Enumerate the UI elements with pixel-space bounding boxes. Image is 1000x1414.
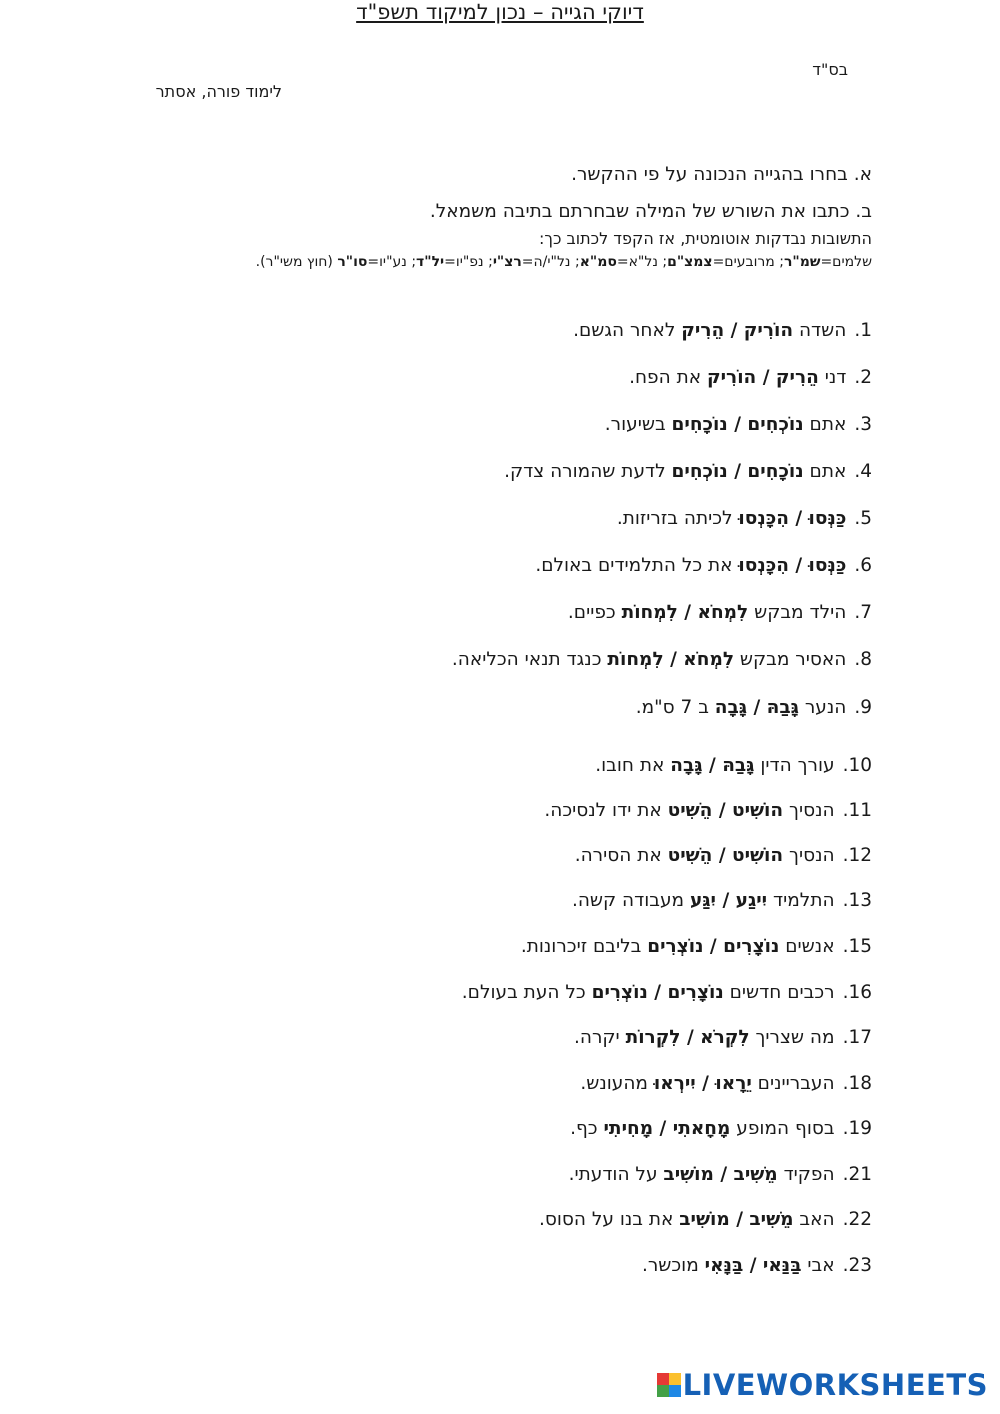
pronunciation-options: לִקְרֹא / לִקְרוֹת [625,1027,750,1048]
question-text-part: מהעונש. [580,1073,654,1094]
question-number: .21 [842,1164,872,1185]
pronunciation-options: נוֹכְחִים / נוֹכָחִים [671,414,804,435]
instruction-note: התשובות נבדקות אוטומטית, אז הקפד לכתוב כך: [538,229,872,248]
question-text-part: בליבם זיכרונות. [520,936,648,957]
pronunciation-options: מֵשִׁיב / מוֹשִׁיב [679,1209,794,1230]
pronunciation-options: לִמְחֹא / לִמְחוֹת [621,602,749,623]
question-item [568,602,872,623]
pronunciation-options: יִיגַע / יִגַּע [689,890,768,911]
pronunciation-options: הֵרִיק / הוֹרִיק [706,367,819,388]
question-text-part: בסוף המופע [730,1118,835,1139]
pronunciation-options: לִמְחֹא / לִמְחוֹת [607,649,735,670]
question-text-part: העבריינים [751,1073,835,1094]
question-text [462,982,835,1003]
instruction-b: ב. כתבו את השורש של המילה שבחרתם בתיבה משמאל. [429,201,872,222]
question-text-part: מעבודה קשה. [571,890,690,911]
question-text [569,1164,835,1185]
question-text-part: מוכשר. [641,1255,705,1276]
question-item [575,845,872,866]
rule-text: ; נל"י/ה= [521,254,580,270]
question-text-part: התלמיד [767,890,835,911]
spelling-rules-line [256,254,872,270]
question-text [572,890,835,911]
question-number: .8 [854,649,872,670]
question-text [629,367,846,388]
question-text-part: על הודעתי. [568,1164,664,1185]
rule-root-example: סו"ר [337,254,368,270]
question-text-part: השדה [793,320,847,341]
question-text-part: כנגד תנאי הכליאה. [451,649,608,670]
question-item [636,697,872,718]
rule-root-example: סמ"א [579,254,617,270]
question-text [642,1255,835,1276]
question-number: .15 [842,936,872,957]
rule-root-example: רצ"י [492,254,522,270]
brand-name: LIVEWORKSHEETS [682,1368,988,1402]
question-number: .11 [842,800,872,821]
question-text-part: האב [793,1209,835,1230]
question-text [574,1027,835,1048]
question-text [636,697,847,718]
question-text-part: בשיעור. [604,414,672,435]
question-number: .23 [842,1255,872,1276]
question-text-part: ב 7 ס"מ. [635,697,715,718]
question-item [544,800,872,821]
question-text [595,755,834,776]
question-item [629,367,872,388]
question-number: .6 [854,555,872,576]
question-text [617,508,847,529]
rule-text: שלמים= [820,254,872,270]
question-text-part: הנער [798,697,847,718]
question-text [568,602,846,623]
question-text-part: רכבים חדשים [723,982,835,1003]
question-text-part: הפקיד [777,1164,835,1185]
rule-root-example: יל"ד [416,254,445,270]
author-name: לימוד פורה, אסתר [155,82,282,101]
rule-text: ; נל"א= [616,254,668,270]
pronunciation-options: הוֹרִיק / הֵרִיק [681,320,794,341]
pronunciation-options: כַּנְּסוּ / הִכָּנְסוּ [738,555,847,576]
question-text [573,320,846,341]
question-text-part: את כל התלמידים באולם. [535,555,739,576]
pronunciation-options: יֵרָאוּ / יִירְאוּ [653,1073,752,1094]
pronunciation-options: גָּבַהּ / גָּבָה [670,755,755,776]
question-item [617,508,872,529]
question-item [580,1073,872,1094]
question-text-part: את בנו על הסוס. [538,1209,680,1230]
question-text-part: מה שצריך [749,1027,835,1048]
question-text-part: יקרה. [574,1027,626,1048]
question-text-part: את הסירה. [574,845,668,866]
question-item [521,936,872,957]
question-text [570,1118,834,1139]
bsd-mark: בס"ד [812,60,848,79]
question-number: .1 [854,320,872,341]
question-text [539,1209,835,1230]
question-text-part: לאחר הגשם. [573,320,682,341]
question-number: .7 [854,602,872,623]
question-item [642,1255,872,1276]
question-text [535,555,846,576]
question-number: .18 [842,1073,872,1094]
pronunciation-options: נוֹכָחִים / נוֹכְחִים [671,461,804,482]
question-number: .12 [842,845,872,866]
question-number: .3 [854,414,872,435]
question-text-part: דני [818,367,847,388]
question-text-part: האסיר מבקש [734,649,847,670]
question-item [605,414,872,435]
question-text [521,936,835,957]
question-text-part: הנסיך [783,845,835,866]
question-item [570,1118,872,1139]
rule-root-example: צמצ"ם [667,254,713,270]
question-number: .16 [842,982,872,1003]
question-text-part: לכיתה בזריזות. [616,508,739,529]
question-text-part: הנסיך [783,800,835,821]
rule-text: ; מרובעים= [712,254,784,270]
pronunciation-options: גָּבַהּ / גָּבָה [714,697,799,718]
question-item [574,1027,872,1048]
question-text-part: אנשים [779,936,835,957]
pronunciation-options: הוֹשִׁיט / הֵשִׁיט [667,845,784,866]
question-text-part: כל העת בעולם. [461,982,592,1003]
question-item [539,1209,872,1230]
liveworksheets-logo [657,1368,988,1402]
question-item [462,982,872,1003]
question-text-part: את ידו לנסיכה. [544,800,668,821]
rule-root-example: שמ"ר [783,254,821,270]
question-text [452,649,846,670]
rule-text: (חוץ משי"ר). [255,254,338,270]
question-text-part: את הפח. [629,367,707,388]
question-text-part: לדעת שהמורה צדק. [504,461,672,482]
question-number: .22 [842,1209,872,1230]
question-number: .17 [842,1027,872,1048]
question-item [595,755,872,776]
question-text-part: הילד מבקש [748,602,847,623]
question-text-part: כפיים. [567,602,622,623]
question-text-part: כף. [570,1118,604,1139]
question-text [544,800,834,821]
pronunciation-options: מֵשִׁיב / מוֹשִׁיב [663,1164,778,1185]
question-text-part: אתם [803,414,847,435]
question-text-part: עורך הדין [754,755,835,776]
question-item [572,890,872,911]
question-number: .4 [854,461,872,482]
question-text-part: את חובו. [595,755,671,776]
question-text-part: אתם [803,461,847,482]
pronunciation-options: הוֹשִׁיט / הֵשִׁיט [667,800,784,821]
question-text [605,414,847,435]
liveworksheets-logo-icon [657,1373,681,1397]
pronunciation-options: כַּנְּסוּ / הִכָּנְסוּ [738,508,847,529]
question-text [580,1073,834,1094]
question-item [573,320,872,341]
question-text [575,845,835,866]
pronunciation-options: מָחָאתִי / מָחִיתִי [603,1118,731,1139]
page-title: דיוקי הגייה – נכון למיקוד תשפ"ד [356,0,644,24]
question-number: .13 [842,890,872,911]
rule-text: ; נע"יו= [367,254,417,270]
question-item [535,555,872,576]
question-item [569,1164,872,1185]
pronunciation-options: נוֹצָרִים / נוֹצְרִים [647,936,780,957]
question-text-part: אבי [801,1255,835,1276]
question-number: .2 [854,367,872,388]
pronunciation-options: בַּנַּאי / בַּנָּאִי [704,1255,802,1276]
question-text [504,461,846,482]
question-item [452,649,872,670]
question-number: .5 [854,508,872,529]
question-number: .10 [842,755,872,776]
instruction-a: א. בחרו בהגייה הנכונה על פי ההקשר. [571,164,872,185]
question-number: .9 [854,697,872,718]
rule-text: ; נפ"יו= [444,254,493,270]
question-item [504,461,872,482]
pronunciation-options: נוֹצָרִים / נוֹצְרִים [591,982,724,1003]
question-number: .19 [842,1118,872,1139]
